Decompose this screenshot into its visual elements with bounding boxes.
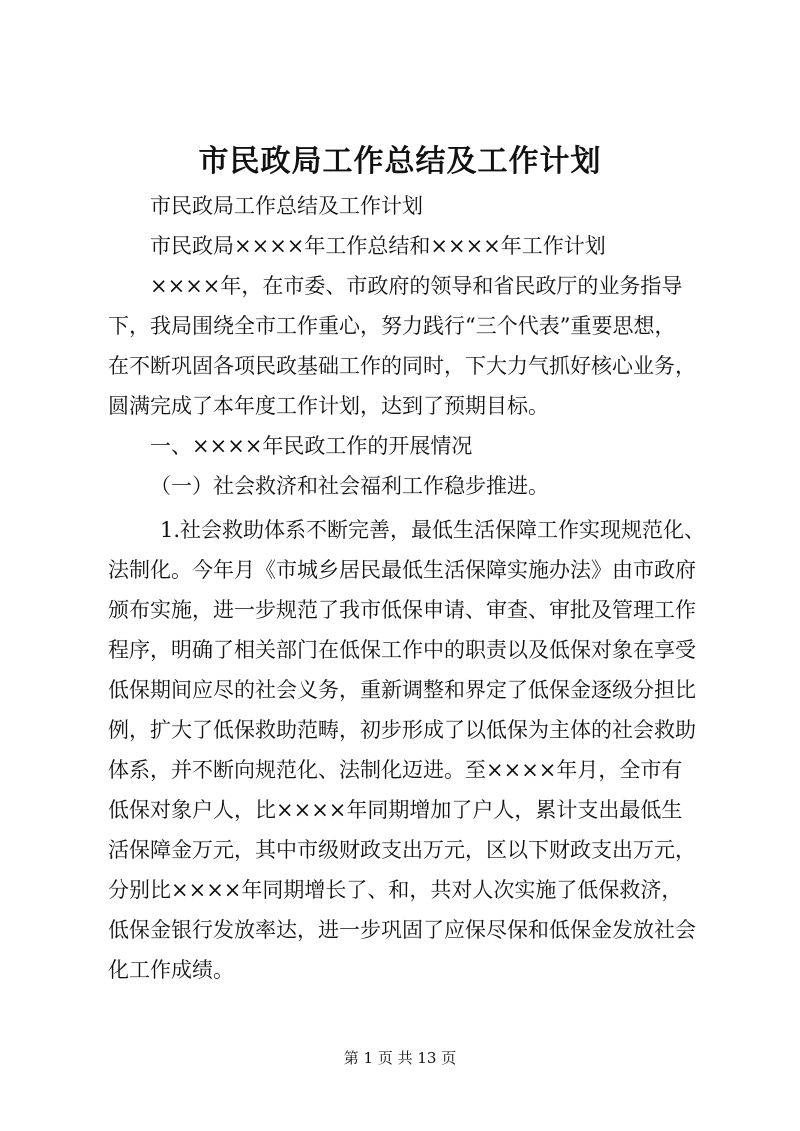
paragraph-line: 体系，并不断向规范化、法制化迈进。至××××年月，全市有 [108, 758, 683, 782]
document-title: 市民政局工作总结及工作计划 [198, 144, 602, 179]
paragraph-line: 低保期间应尽的社会义务，重新调整和界定了低保金逐级分担比 [108, 678, 696, 702]
paragraph-line: 例，扩大了低保救助范畴，初步形成了以低保为主体的社会救助 [108, 718, 696, 742]
paragraph-line: 化工作成绩。 [108, 958, 234, 982]
subtitle-line-2: 市民政局××××年工作总结和××××年工作计划 [150, 234, 606, 258]
paragraph-line: 在不断巩固各项民政基础工作的同时，下大力气抓好核心业务， [108, 354, 696, 378]
paragraph-line: 低保金银行发放率达，进一步巩固了应保尽保和低保金发放社会 [108, 918, 696, 942]
paragraph-line: 低保对象户人，比××××年同期增加了户人，累计支出最低生 [108, 798, 683, 822]
subsection-heading: （一）社会救济和社会福利工作稳步推进。 [150, 474, 549, 498]
page-number-footer: 第 1 页 共 13 页 [343, 1049, 457, 1067]
paragraph-line: ××××年，在市委、市政府的领导和省民政厅的业务指导 [150, 274, 683, 298]
paragraph-line: 下，我局围绕全市工作重心，努力践行“三个代表”重要思想， [108, 314, 676, 338]
section-heading: 一、××××年民政工作的开展情况 [150, 434, 473, 458]
paragraph-line: 分别比××××年同期增长了、和，共对人次实施了低保救济， [108, 878, 683, 902]
paragraph-line: 圆满完成了本年度工作计划，达到了预期目标。 [108, 394, 549, 418]
paragraph-line: 1.社会救助体系不断完善，最低生活保障工作实现规范化、 [160, 518, 706, 542]
subtitle-line: 市民政局工作总结及工作计划 [150, 194, 423, 218]
paragraph-line: 法制化。今年月《市城乡居民最低生活保障实施办法》由市政府 [108, 558, 696, 582]
paragraph-line: 活保障金万元，其中市级财政支出万元，区以下财政支出万元， [108, 838, 696, 862]
paragraph-line: 颁布实施，进一步规范了我市低保申请、审查、审批及管理工作 [108, 598, 696, 622]
paragraph-line: 程序，明确了相关部门在低保工作中的职责以及低保对象在享受 [108, 638, 696, 662]
